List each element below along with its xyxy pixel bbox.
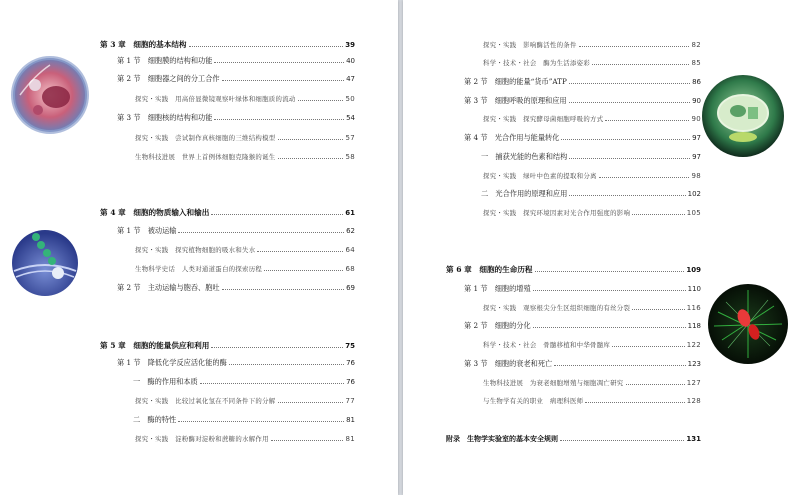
- toc-section[interactable]: 第 2 节 主动运输与胞吞、胞吐 69: [117, 283, 355, 292]
- toc-activity[interactable]: 探究・实践 淀粉酶对淀粉和蔗糖的水解作用 81: [135, 435, 355, 443]
- toc-activity[interactable]: 探究・实践 绿叶中色素的提取和分离 98: [483, 172, 701, 180]
- toc-section[interactable]: 第 2 节 细胞器之间的分工合作 47: [117, 74, 355, 83]
- toc-chapter-3[interactable]: 第 3 章 细胞的基本结构 39: [100, 40, 355, 49]
- toc-chapter-5[interactable]: 第 5 章 细胞的能量供应和利用 75: [100, 341, 355, 350]
- toc-section[interactable]: 第 1 节 细胞膜的结构和功能 40: [117, 56, 355, 65]
- toc-section[interactable]: 第 4 节 光合作用与能量转化 97: [464, 133, 701, 142]
- toc-activity[interactable]: 探究・实践 探究酵母菌细胞呼吸的方式 90: [483, 115, 701, 123]
- left-page: [0, 0, 398, 495]
- toc-section[interactable]: 第 2 节 细胞的能量“货币”ATP 86: [464, 77, 701, 86]
- toc-activity[interactable]: 生物科技进展 世界上首例体细胞克隆猴的诞生 58: [135, 153, 355, 161]
- cell-structure-illustration: [10, 55, 90, 135]
- toc-activity[interactable]: 科学・技术・社会 骨髓移植和中华骨髓库 122: [483, 341, 701, 349]
- toc-activity[interactable]: 生物科技进展 为衰老细胞增殖与细胞凋亡研究 127: [483, 379, 701, 387]
- toc-section[interactable]: 第 1 节 被动运输 62: [117, 226, 355, 235]
- membrane-transport-illustration: [10, 225, 80, 297]
- cell-division-illustration: [706, 282, 790, 366]
- toc-section[interactable]: 第 3 节 细胞的衰老和死亡 123: [464, 359, 701, 368]
- toc-section[interactable]: 第 3 节 细胞呼吸的原理和应用 90: [464, 96, 701, 105]
- toc-section[interactable]: 第 3 节 细胞核的结构和功能 54: [117, 113, 355, 122]
- toc-section[interactable]: 第 1 节 降低化学反应活化能的酶 76: [117, 358, 355, 367]
- toc-section[interactable]: 第 1 节 细胞的增殖 110: [464, 284, 701, 293]
- toc-activity[interactable]: 生物科学史话 人类对通道蛋白的探索历程 68: [135, 265, 355, 273]
- toc-activity[interactable]: 探究・实践 用高倍显微镜观察叶绿体和细胞质的流动 50: [135, 95, 355, 103]
- toc-activity[interactable]: 探究・实践 探究植物细胞的吸水和失水 64: [135, 246, 355, 254]
- right-page: [403, 0, 800, 495]
- toc-activity[interactable]: 探究・实践 观察根尖分生区组织细胞的有丝分裂 116: [483, 304, 701, 312]
- toc-activity[interactable]: 与生物学有关的职业 病理科医师 128: [483, 397, 701, 405]
- toc-subsection[interactable]: 一 捕获光能的色素和结构 97: [481, 152, 701, 161]
- toc-activity[interactable]: 探究・实践 探究环境因素对光合作用强度的影响 105: [483, 209, 701, 217]
- toc-section[interactable]: 第 2 节 细胞的分化 118: [464, 321, 701, 330]
- toc-subsection[interactable]: 二 酶的特性 81: [133, 415, 355, 424]
- toc-appendix[interactable]: 附录 生物学实验室的基本安全规则 131: [446, 434, 701, 443]
- toc-subsection[interactable]: 二 光合作用的原理和应用 102: [481, 189, 701, 198]
- chloroplast-illustration: [700, 73, 786, 159]
- toc-chapter-4[interactable]: 第 4 章 细胞的物质输入和输出 61: [100, 208, 355, 217]
- toc-activity[interactable]: 探究・实践 比较过氧化氢在不同条件下的分解 77: [135, 397, 355, 405]
- toc-activity[interactable]: 探究・实践 尝试制作真核细胞的三维结构模型 57: [135, 134, 355, 142]
- toc-chapter-6[interactable]: 第 6 章 细胞的生命历程 109: [446, 265, 701, 274]
- toc-subsection[interactable]: 一 酶的作用和本质 76: [133, 377, 355, 386]
- toc-activity[interactable]: 探究・实践 影响酶活性的条件 82: [483, 41, 701, 49]
- toc-activity[interactable]: 科学・技术・社会 酶为生活添姿彩 85: [483, 59, 701, 67]
